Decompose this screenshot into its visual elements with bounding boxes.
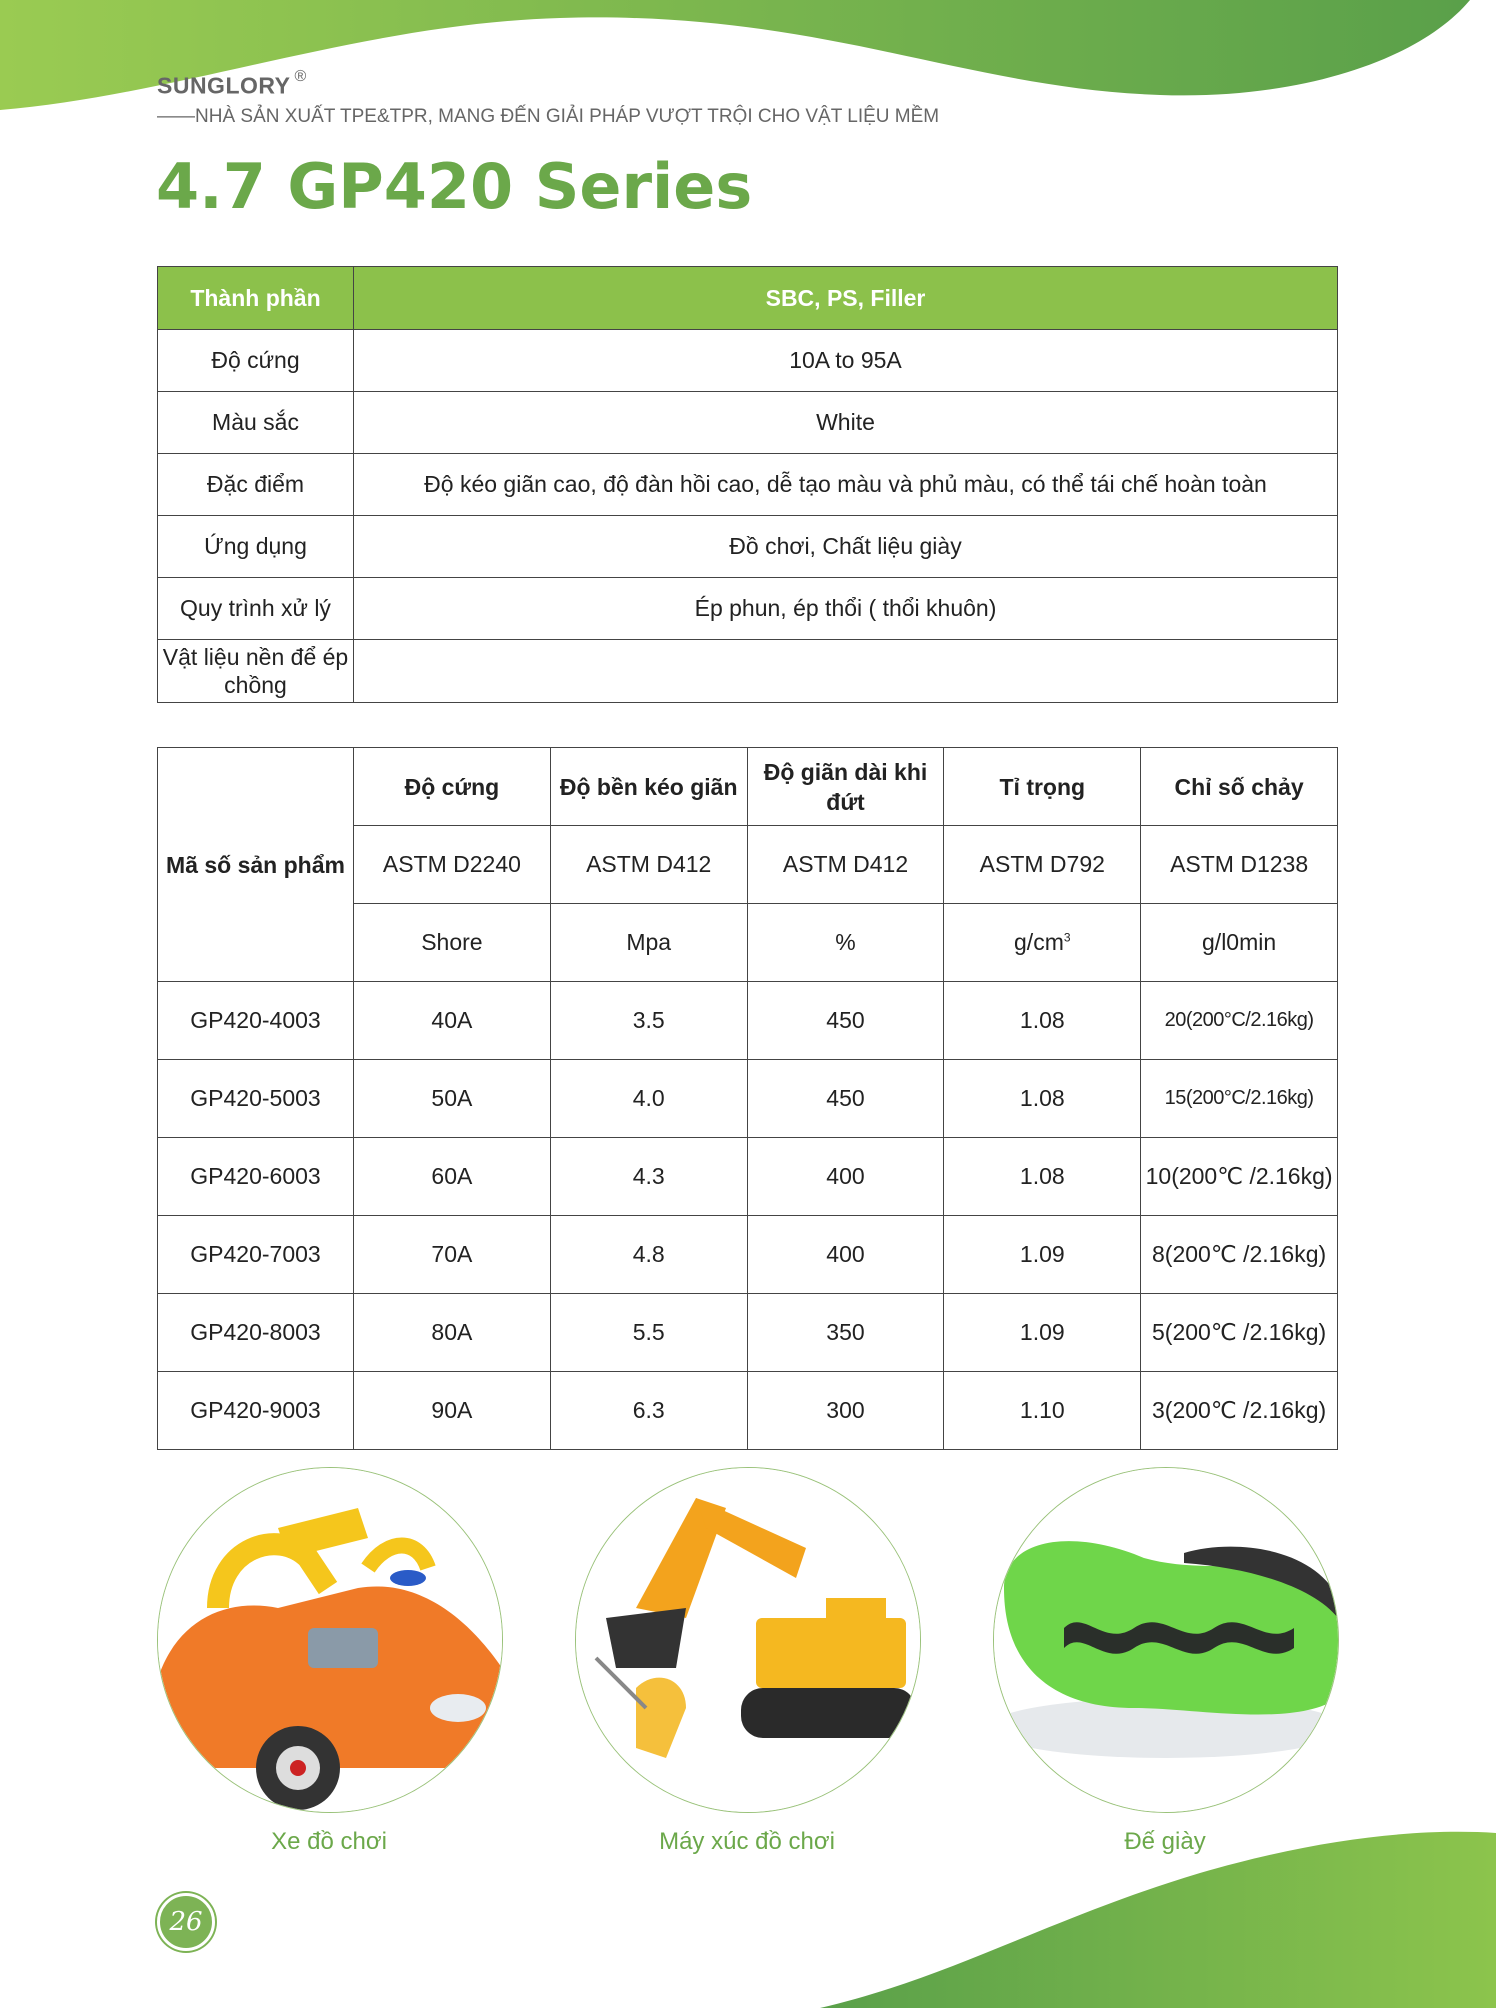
- property-value: [354, 640, 1338, 703]
- property-value: Độ kéo giãn cao, độ đàn hồi cao, dễ tạo màu và phủ màu, có thể tái chế hoàn toàn: [354, 454, 1338, 516]
- property-row: [158, 392, 1338, 454]
- column-header: Tỉ trọng: [944, 748, 1141, 826]
- unit-text: g/cm: [1014, 929, 1064, 955]
- page-title: 4.7 GP420 Series: [156, 150, 753, 223]
- property-label: Màu sắc: [158, 392, 354, 454]
- unit-cell: Shore: [354, 904, 551, 982]
- product-code: GP420-8003: [158, 1294, 354, 1372]
- hardness-cell: 40A: [354, 982, 551, 1060]
- table-row: [158, 1060, 1338, 1138]
- density-cell: 1.08: [944, 982, 1141, 1060]
- hardness-cell: 90A: [354, 1372, 551, 1450]
- toy-car-photo: [157, 1467, 503, 1813]
- property-label: Vật liệu nền để ép chồng: [158, 640, 354, 703]
- tensile-cell: 5.5: [550, 1294, 747, 1372]
- column-header: Chỉ số chảy: [1141, 748, 1338, 826]
- brand-logo: [157, 68, 307, 100]
- standard-cell: ASTM D412: [550, 826, 747, 904]
- hardness-cell: 50A: [354, 1060, 551, 1138]
- property-row: [158, 516, 1338, 578]
- product-code: GP420-9003: [158, 1372, 354, 1450]
- photo-caption: Máy xúc đồ chơi: [659, 1828, 835, 1855]
- standard-cell: ASTM D792: [944, 826, 1141, 904]
- registered-mark: ®: [294, 68, 307, 85]
- tensile-cell: 4.8: [550, 1216, 747, 1294]
- composition-label: Thành phần: [158, 267, 354, 330]
- unit-cell: %: [747, 904, 944, 982]
- property-row: [158, 454, 1338, 516]
- table-row: [158, 982, 1338, 1060]
- photo-caption: Xe đồ chơi: [271, 1828, 387, 1855]
- property-value: Ép phun, ép thổi ( thổi khuôn): [354, 578, 1338, 640]
- unit-cell: Mpa: [550, 904, 747, 982]
- properties-table: [157, 266, 1338, 703]
- table-row: [158, 1372, 1338, 1450]
- toy-car-icon: [158, 1468, 502, 1812]
- shoe-sole-icon: [994, 1468, 1338, 1812]
- elongation-cell: 450: [747, 982, 944, 1060]
- photo-caption: Đế giày: [1124, 1828, 1206, 1855]
- toy-excavator-icon: [576, 1468, 920, 1812]
- unit-superscript: 3: [1063, 930, 1071, 945]
- property-value: White: [354, 392, 1338, 454]
- property-value: 10A to 95A: [354, 330, 1338, 392]
- column-header: Độ cứng: [354, 748, 551, 826]
- hardness-cell: 80A: [354, 1294, 551, 1372]
- tagline: ——NHÀ SẢN XUẤT TPE&TPR, MANG ĐẾN GIẢI PHÁP VƯỢT TRỘI CHO VẬT LIỆU MỀM: [157, 106, 940, 127]
- column-header: Độ giãn dài khi đứt: [747, 748, 944, 826]
- elongation-cell: 400: [747, 1138, 944, 1216]
- composition-value: SBC, PS, Filler: [354, 267, 1338, 330]
- product-code: GP420-4003: [158, 982, 354, 1060]
- column-header: Độ bền kéo giãn: [550, 748, 747, 826]
- property-row: [158, 578, 1338, 640]
- elongation-cell: 450: [747, 1060, 944, 1138]
- elongation-cell: 350: [747, 1294, 944, 1372]
- product-code: GP420-6003: [158, 1138, 354, 1216]
- table-row: [158, 1294, 1338, 1372]
- specs-header-row: [158, 748, 1338, 826]
- properties-header-row: [158, 267, 1338, 330]
- tensile-cell: 6.3: [550, 1372, 747, 1450]
- property-label: Quy trình xử lý: [158, 578, 354, 640]
- standard-cell: ASTM D2240: [354, 826, 551, 904]
- unit-cell-density: [944, 904, 1141, 982]
- unit-cell: g/l0min: [1141, 904, 1338, 982]
- melt-flow-cell: 5(200℃ /2.16kg): [1141, 1294, 1338, 1372]
- melt-flow-cell: 20(200°C/2.16kg): [1141, 982, 1338, 1060]
- hardness-cell: 60A: [354, 1138, 551, 1216]
- property-value: Đồ chơi, Chất liệu giày: [354, 516, 1338, 578]
- product-code: GP420-7003: [158, 1216, 354, 1294]
- property-row: [158, 330, 1338, 392]
- shoe-sole-photo: [993, 1467, 1339, 1813]
- elongation-cell: 400: [747, 1216, 944, 1294]
- standard-cell: ASTM D1238: [1141, 826, 1338, 904]
- product-code: GP420-5003: [158, 1060, 354, 1138]
- density-cell: 1.10: [944, 1372, 1141, 1450]
- melt-flow-cell: 10(200℃ /2.16kg): [1141, 1138, 1338, 1216]
- density-cell: 1.08: [944, 1060, 1141, 1138]
- standard-cell: ASTM D412: [747, 826, 944, 904]
- density-cell: 1.09: [944, 1216, 1141, 1294]
- product-code-header: Mã số sản phẩm: [158, 748, 354, 982]
- toy-excavator-photo: [575, 1467, 921, 1813]
- table-row: [158, 1138, 1338, 1216]
- melt-flow-cell: 15(200°C/2.16kg): [1141, 1060, 1338, 1138]
- property-label: Độ cứng: [158, 330, 354, 392]
- property-label: Ứng dụng: [158, 516, 354, 578]
- brand-name: SUNGLORY: [157, 72, 291, 99]
- property-row: [158, 640, 1338, 703]
- specs-table: [157, 747, 1338, 1450]
- table-row: [158, 1216, 1338, 1294]
- density-cell: 1.09: [944, 1294, 1141, 1372]
- hardness-cell: 70A: [354, 1216, 551, 1294]
- tensile-cell: 4.3: [550, 1138, 747, 1216]
- page-number: 26: [157, 1893, 215, 1951]
- elongation-cell: 300: [747, 1372, 944, 1450]
- tensile-cell: 3.5: [550, 982, 747, 1060]
- density-cell: 1.08: [944, 1138, 1141, 1216]
- melt-flow-cell: 3(200℃ /2.16kg): [1141, 1372, 1338, 1450]
- melt-flow-cell: 8(200℃ /2.16kg): [1141, 1216, 1338, 1294]
- property-label: Đặc điểm: [158, 454, 354, 516]
- tensile-cell: 4.0: [550, 1060, 747, 1138]
